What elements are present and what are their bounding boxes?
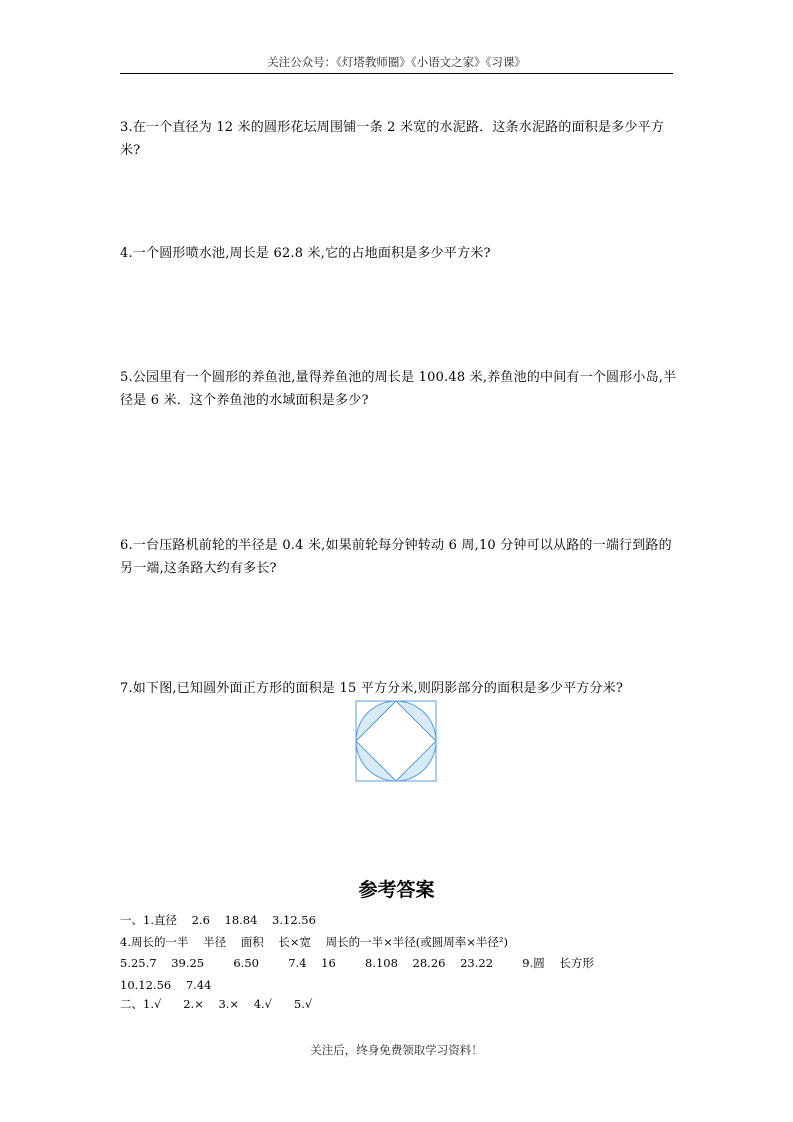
question-4: 4.一个圆形喷水池,周长是 62.8 米,它的占地面积是多少平方米? <box>120 246 491 261</box>
answer-line-1: 一、1.直径 2.6 18.84 3.12.56 <box>120 913 316 927</box>
answer-line-3: 5.25.7 39.25 6.50 7.4 16 8.108 28.26 23.22 9.圆 长方形 <box>120 956 594 970</box>
question-7: 7.如下图,已知圆外面正方形的面积是 15 平方分米,则阴影部分的面积是多少平方分米? <box>120 681 624 696</box>
answer-line-4: 10.12.56 7.44 <box>120 978 212 992</box>
question-5: 5.公园里有一个圆形的养鱼池,量得养鱼池的周长是 100.48 米,养鱼池的中间有一个圆形小岛,半径是 6 米．这个养鱼池的水域面积是多少? <box>120 370 677 408</box>
circle-square-figure <box>355 700 437 782</box>
answers-title: 参考答案 <box>358 879 435 901</box>
answer-line-5: 二、1.√ 2.× 3.× 4.√ 5.√ <box>120 997 313 1011</box>
page-header: 关注公众号：《灯塔教师圈》《小语文之家》《习课》 <box>267 55 526 69</box>
question-6: 6.一台压路机前轮的半径是 0.4 米,如果前轮每分钟转动 6 周,10 分钟可以从路的一端行到路的另一端,这条路大约有多长? <box>120 538 672 576</box>
question-3: 3.在一个直径为 12 米的圆形花坛周围铺一条 2 米宽的水泥路．这条水泥路的面积是多少平方米? <box>120 120 664 158</box>
answer-line-2: 4.周长的一半 半径 面积 长×宽 周长的一半×半径(或圆周率×半径²) <box>120 935 508 949</box>
header-divider <box>120 73 673 74</box>
page-footer: 关注后，终身免费领取学习资料！ <box>310 1043 483 1057</box>
